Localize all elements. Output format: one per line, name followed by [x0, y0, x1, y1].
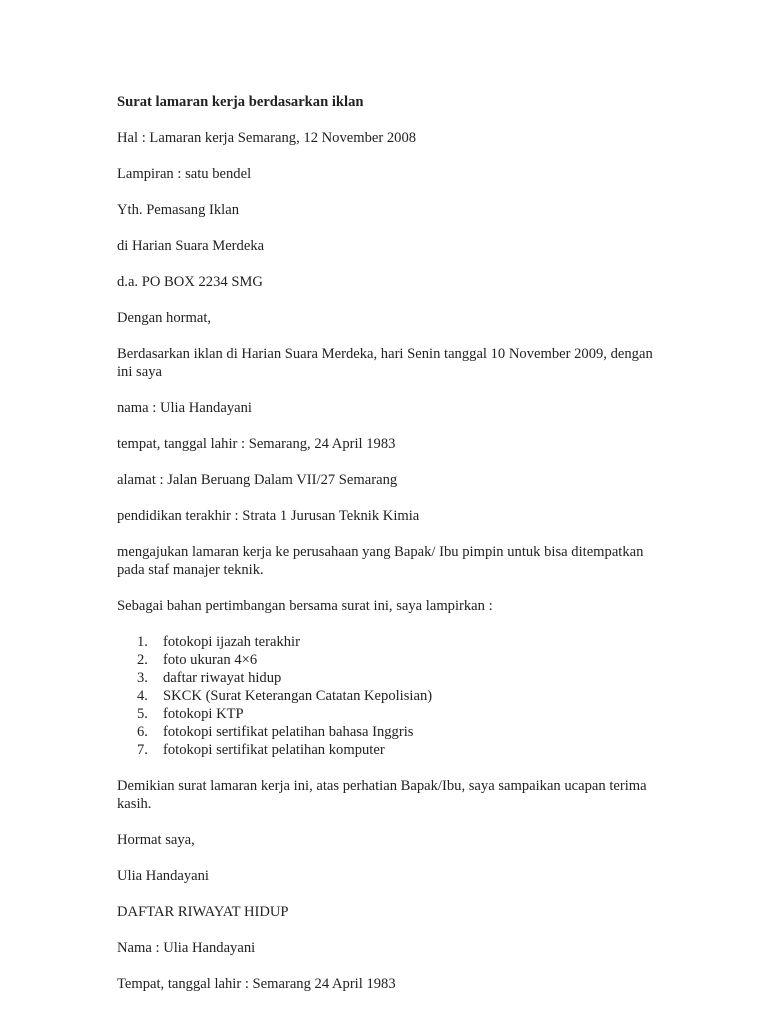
applicant-address-line: alamat : Jalan Beruang Dalam VII/27 Semarang [117, 472, 398, 488]
list-number: 1. [137, 634, 148, 650]
applicant-name-line: nama : Ulia Handayani [117, 400, 252, 416]
list-number: 5. [137, 706, 148, 722]
applicant-birth-line: tempat, tanggal lahir : Semarang, 24 April 1983 [117, 436, 396, 452]
list-item [137, 723, 657, 741]
subject-line: Hal : Lamaran kerja Semarang, 12 November 2008 [117, 130, 417, 146]
list-item [137, 651, 657, 669]
document-page [117, 93, 657, 1011]
list-item-text: daftar riwayat hidup [163, 670, 282, 686]
list-item [137, 633, 657, 651]
list-number: 7. [137, 742, 148, 758]
list-number: 3. [137, 670, 148, 686]
list-item [137, 741, 657, 759]
attachment-count-line: Lampiran : satu bendel [117, 166, 252, 182]
list-item-text: fotokopi KTP [163, 706, 244, 722]
list-item [137, 705, 657, 723]
cv-heading: DAFTAR RIWAYAT HIDUP [117, 904, 289, 920]
list-item [137, 687, 657, 705]
list-item-text: SKCK (Surat Keterangan Catatan Kepolisian) [163, 688, 433, 704]
signature-name: Ulia Handayani [117, 868, 209, 884]
list-number: 6. [137, 724, 148, 740]
applicant-education-line: pendidikan terakhir : Strata 1 Jurusan Teknik Kimia [117, 508, 420, 524]
regards-line: Hormat saya, [117, 832, 195, 848]
attachments-intro: Sebagai bahan pertimbangan bersama surat ini, saya lampirkan : [117, 598, 493, 614]
list-number: 4. [137, 688, 148, 704]
greeting-line: Dengan hormat, [117, 310, 212, 326]
closing-paragraph: Demikian surat lamaran kerja ini, atas perhatian Bapak/Ibu, saya sampaikan ucapan terima kasih. [117, 778, 647, 812]
intro-paragraph: Berdasarkan iklan di Harian Suara Merdeka, hari Senin tanggal 10 November 2009, dengan ini saya [117, 346, 653, 380]
recipient-location-line: di Harian Suara Merdeka [117, 238, 265, 254]
cv-birth-line: Tempat, tanggal lahir : Semarang 24 April 1983 [117, 976, 396, 992]
recipient-line: Yth. Pemasang Iklan [117, 202, 239, 218]
document-title: Surat lamaran kerja berdasarkan iklan [117, 94, 364, 110]
cv-name-line: Nama : Ulia Handayani [117, 940, 256, 956]
list-item-text: fotokopi sertifikat pelatihan komputer [163, 742, 385, 758]
list-item-text: fotokopi sertifikat pelatihan bahasa Inggris [163, 724, 414, 740]
attachment-list [117, 633, 657, 759]
list-item [137, 669, 657, 687]
body-paragraph: mengajukan lamaran kerja ke perusahaan yang Bapak/ Ibu pimpin untuk bisa ditempatkan pada staf manajer teknik. [117, 544, 644, 578]
list-item-text: fotokopi ijazah terakhir [163, 634, 300, 650]
recipient-address-line: d.a. PO BOX 2234 SMG [117, 274, 263, 290]
list-item-text: foto ukuran 4×6 [163, 652, 258, 668]
list-number: 2. [137, 652, 148, 668]
